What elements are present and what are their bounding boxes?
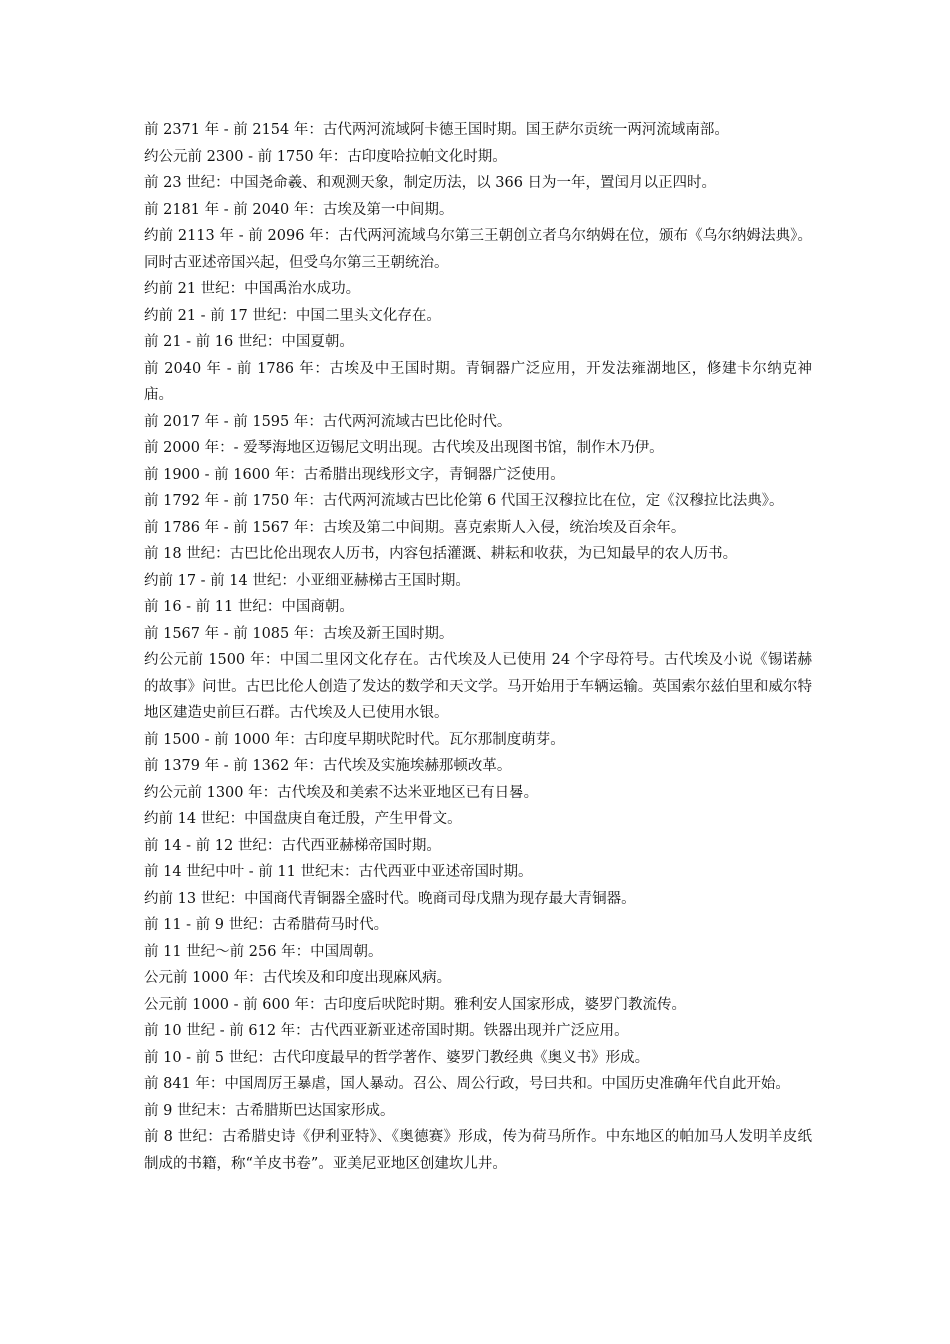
- timeline-entry: 前 1500 - 前 1000 年：古印度早期吠陀时代。瓦尔那制度萌芽。: [144, 731, 565, 748]
- timeline-entry: 前 14 - 前 12 世纪：古代西亚赫梯帝国时期。: [144, 837, 441, 854]
- timeline-entry: 约前 14 世纪：中国盘庚自奄迁殷，产生甲骨文。: [144, 811, 462, 827]
- document-page: [144, 117, 812, 1177]
- timeline-entry: 前 14 世纪中叶 - 前 11 世纪末：古代西亚中亚述帝国时期。: [144, 864, 533, 880]
- timeline-entry: 前 18 世纪：古巴比伦出现农人历书，内容包括灌溉、耕耘和收获，为已知最早的农人历书。: [144, 546, 738, 562]
- timeline-entry: 前 16 - 前 11 世纪：中国商朝。: [144, 599, 354, 615]
- timeline-entry: 前 1379 年 - 前 1362 年：古代埃及实施埃赫那顿改革。: [144, 758, 512, 774]
- timeline-entry: 约前 17 - 前 14 世纪：小亚细亚赫梯古王国时期。: [144, 572, 470, 589]
- timeline-entry: 约公元前 1500 年：中国二里冈文化存在。古代埃及人已使用 24 个字母符号。古代埃及小说《锡诺赫的故事》问世。古巴比伦人创造了发达的数学和天文学。马开始用于车辆运输。英国索尔兹伯里和威尔特地区建造史前巨石群。古代埃及人已使用水银。: [144, 652, 812, 721]
- timeline-entry: 前 11 世纪～前 256 年：中国周朝。: [144, 943, 383, 960]
- timeline-entry: 前 1900 - 前 1600 年：古希腊出现线形文字，青铜器广泛使用。: [144, 466, 565, 483]
- timeline-entry: 公元前 1000 - 前 600 年：古印度后吠陀时期。雅利安人国家形成，婆罗门教流传。: [144, 996, 687, 1013]
- timeline-entry: 前 23 世纪：中国尧命羲、和观测天象，制定历法，以 366 日为一年，置闰月以正四时。: [144, 175, 717, 191]
- timeline-entry: 前 1786 年 - 前 1567 年：古埃及第二中间期。喜克索斯人入侵，统治埃及百余年。: [144, 519, 686, 536]
- timeline-entry: 前 10 世纪 - 前 612 年：古代西亚新亚述帝国时期。铁器出现并广泛应用。: [144, 1023, 629, 1039]
- timeline-entry: 前 2000 年：- 爱琴海地区迈锡尼文明出现。古代埃及出现图书馆，制作木乃伊。: [144, 440, 664, 456]
- timeline-entry: 约公元前 1300 年：古代埃及和美索不达米亚地区已有日晷。: [144, 784, 539, 801]
- timeline-entry: 约前 2113 年 - 前 2096 年：古代两河流域乌尔第三王朝创立者乌尔纳姆在位，颁布《乌尔纳姆法典》。同时古亚述帝国兴起，但受乌尔第三王朝统治。: [144, 228, 812, 271]
- timeline-entry: 前 1567 年 - 前 1085 年：古埃及新王国时期。: [144, 625, 454, 642]
- timeline-entry: 前 2040 年 - 前 1786 年：古埃及中王国时期。青铜器广泛应用，开发法雍湖地区，修建卡尔纳克神庙。: [144, 360, 812, 403]
- timeline-entry: 前 2017 年 - 前 1595 年：古代两河流域古巴比伦时代。: [144, 413, 512, 430]
- timeline-entry: 前 841 年：中国周厉王暴虐，国人暴动。召公、周公行政，号曰共和。中国历史准确年代自此开始。: [144, 1076, 790, 1092]
- timeline-entry: 公元前 1000 年：古代埃及和印度出现麻风病。: [144, 970, 452, 986]
- timeline-entry: 前 21 - 前 16 世纪：中国夏朝。: [144, 334, 354, 350]
- timeline-entry: 约公元前 2300 - 前 1750 年：古印度哈拉帕文化时期。: [144, 148, 507, 165]
- timeline-entry: 前 2371 年 - 前 2154 年：古代两河流域阿卡德王国时期。国王萨尔贡统一两河流域南部。: [144, 122, 729, 138]
- timeline-entry: 前 2181 年 - 前 2040 年：古埃及第一中间期。: [144, 201, 454, 218]
- timeline-entry: 约前 21 世纪：中国禹治水成功。: [144, 281, 361, 297]
- timeline-entry: 前 11 - 前 9 世纪：古希腊荷马时代。: [144, 917, 389, 933]
- timeline-entry: 前 10 - 前 5 世纪：古代印度最早的哲学著作、婆罗门教经典《奥义书》形成。: [144, 1049, 650, 1066]
- timeline-entry: 约前 13 世纪：中国商代青铜器全盛时代。晚商司母戊鼎为现存最大青铜器。: [144, 890, 636, 907]
- timeline-entry: 前 8 世纪：古希腊史诗《伊利亚特》、《奥德赛》形成，传为荷马所作。中东地区的帕加马人发明羊皮纸制成的书籍，称“羊皮书卷”。亚美尼亚地区创建坎儿井。: [144, 1129, 812, 1172]
- timeline-entry: 前 9 世纪末：古希腊斯巴达国家形成。: [144, 1102, 395, 1119]
- timeline-entry: 前 1792 年 - 前 1750 年：古代两河流域古巴比伦第 6 代国王汉穆拉比在位，定《汉穆拉比法典》。: [144, 493, 784, 509]
- timeline-entry: 约前 21 - 前 17 世纪：中国二里头文化存在。: [144, 307, 441, 324]
